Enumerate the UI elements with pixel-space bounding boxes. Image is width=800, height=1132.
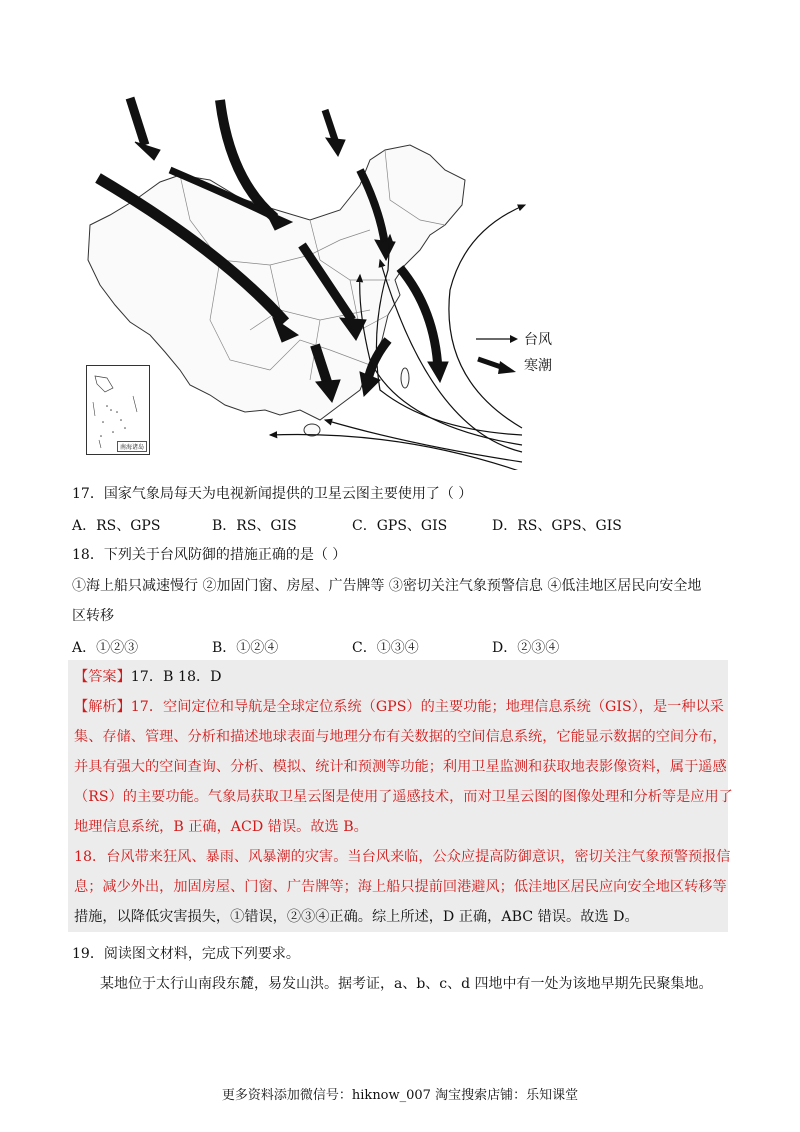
answer-line xyxy=(74,666,222,686)
legend-cold-wave-label: 寒潮 xyxy=(524,358,552,374)
q17-option-b: B．RS、GIS xyxy=(212,518,297,534)
analysis-line-5: 地理信息系统，B 正确，ACD 错误。故选 B。 xyxy=(74,819,368,835)
q17-stem: 17．国家气象局每天为电视新闻提供的卫星云图主要使用了（ ） xyxy=(72,486,473,502)
q18-option-a: A．①②③ xyxy=(72,640,139,656)
page-footer: 更多资料添加微信号：hiknow_007 淘宝搜索店铺：乐知课堂 xyxy=(221,1088,579,1103)
q18-stem: 18．下列关于台风防御的措施正确的是（ ） xyxy=(72,547,347,563)
q18-option-d: D．②③④ xyxy=(492,640,560,656)
answer-text: 17．B 18．D xyxy=(130,669,222,685)
q19-stem: 19．阅读图文材料，完成下列要求。 xyxy=(72,946,300,962)
legend-typhoon xyxy=(476,326,552,352)
thick-arrow-icon xyxy=(476,355,518,375)
q18-option-c: C．①③④ xyxy=(352,640,419,656)
analysis-tag: 【解析】 xyxy=(74,699,131,715)
legend-typhoon-label: 台风 xyxy=(524,332,552,348)
analysis-text-1: 17．空间定位和导航是全球定位系统（GPS）的主要功能；地理信息系统（GIS），是一种以采 xyxy=(130,699,724,715)
q17-option-a: A．RS、GPS xyxy=(72,518,161,534)
answer-analysis-block xyxy=(68,660,733,932)
q18-items-line2: 区转移 xyxy=(72,608,114,624)
q18-option-b: B．①②④ xyxy=(212,640,279,656)
analysis-line-2: 集、存储、管理、分析和描述地球表面与地理分布有关数据的空间信息系统，它能显示数据的空间分布， xyxy=(74,729,727,745)
q19-material: 某地位于太行山南段东麓，易发山洪。据考证，a、b、c、d 四地中有一处为该地早期先民聚集地。 xyxy=(100,976,713,992)
q18-items-line1: ①海上船只减速慢行 ②加固门窗、房屋、广告牌等 ③密切关注气象预警信息 ④低洼地区居民向安全地 xyxy=(72,578,702,594)
q18-options xyxy=(72,637,559,657)
analysis-line-6: 18．台风带来狂风、暴雨、风暴潮的灾害。当台风来临，公众应提高防御意识，密切关注气象预警预报信 xyxy=(74,849,731,865)
analysis-line-1 xyxy=(74,696,724,716)
inset-caption: 南海诸岛 xyxy=(117,441,147,452)
q17-option-c: C．GPS、GIS xyxy=(352,518,448,534)
thin-arrow-icon xyxy=(476,334,518,344)
analysis-line-3: 并具有强大的空间查询、分析、模拟、统计和预测等功能；利用卫星监测和获取地表影像资料，属于遥感 xyxy=(74,759,727,775)
taiwan-island xyxy=(401,368,409,388)
q17-options xyxy=(72,515,622,535)
answer-tag: 【答案】 xyxy=(74,669,131,685)
analysis-line-7: 息；减少外出，加固房屋、门窗、广告牌等；海上船只提前回港避风；低洼地区居民应向安全地区转移等 xyxy=(74,879,727,895)
analysis-line-8: 措施，以降低灾害损失，①错误，②③④正确。综上所述，D 正确，ABC 错误。故选 D。 xyxy=(74,909,639,925)
map-legend xyxy=(476,326,552,378)
legend-cold-wave xyxy=(476,352,552,378)
q17-option-d: D．RS、GPS、GIS xyxy=(492,518,622,534)
analysis-line-4: （RS）的主要功能。气象局获取卫星云图是使用了遥感技术，而对卫星云图的图像处理和分析等是应用了 xyxy=(74,789,733,805)
south-china-sea-inset xyxy=(86,365,150,455)
